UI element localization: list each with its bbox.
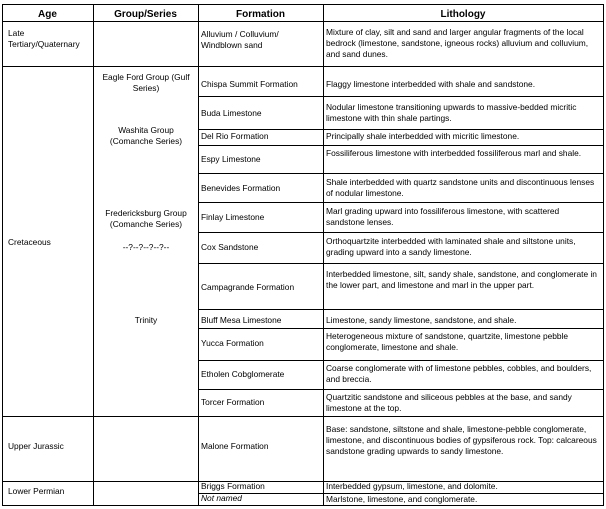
lithology-cell: Base: sandstone, siltstone and shale, limestone-pebble conglomerate, limestone, and discontinuous bodies of gypsiferous rock. Top: calcareous sandstone grading upwards to sandy limestone. (326, 424, 597, 456)
row-divider (198, 263, 604, 264)
formation-cell: Finlay Limestone (201, 212, 265, 222)
formation-cell: Yucca Formation (201, 338, 264, 348)
row-divider (198, 328, 604, 329)
formation-cell: Espy Limestone (201, 154, 261, 164)
group-fredericksburg: Fredericksburg Group (Comanche Series) (105, 208, 187, 229)
stratigraphy-table (2, 4, 604, 506)
lithology-cell: Mixture of clay, silt and sand and larger angular fragments of the local bedrock (limestone, sandstone, igneous rocks) alluvium and colluvium, and sand dunes. (326, 27, 589, 59)
formation-cell: Bluff Mesa Limestone (201, 315, 282, 325)
age-jurassic: Upper Jurassic (8, 441, 64, 451)
lithology-cell: Fossiliferous limestone with interbedded fossiliferous marl and shale. (326, 148, 582, 158)
column-divider (198, 4, 199, 506)
formation-cell: Campagrande Formation (201, 282, 295, 292)
lithology-cell: Marlstone, limestone, and conglomerate. (326, 494, 478, 504)
lithology-cell: Coarse conglomerate with of limestone pebbles, cobbles, and boulders, and breccia. (326, 363, 592, 384)
table-border-bottom (2, 505, 604, 506)
group-unknown: --?--?--?--?-- (122, 242, 170, 252)
header-group-series: Group/Series (114, 9, 177, 20)
row-divider (198, 145, 604, 146)
age-permian: Lower Permian (8, 486, 65, 496)
formation-cell: Del Rio Formation (201, 131, 269, 141)
lithology-cell: Interbedded limestone, silt, sandy shale, sandstone, and conglomerate in the lower part, and limestone and marl in the upper part. (326, 269, 597, 290)
row-divider (198, 96, 604, 97)
age-cretaceous: Cretaceous (8, 237, 51, 247)
lithology-cell: Heterogeneous mixture of sandstone, quartzite, limestone pebble conglomerate, limestone and shale. (326, 331, 569, 352)
header-divider (2, 21, 604, 22)
formation-cell: Cox Sandstone (201, 242, 259, 252)
formation-cell: Alluvium / Colluvium/ Windblown sand (201, 29, 279, 50)
formation-cell: Malone Formation (201, 441, 269, 451)
formation-cell: Not named (201, 493, 242, 503)
lithology-cell: Orthoquartzite interbedded with laminated shale and siltstone units, grading upward into a sandy limestone. (326, 236, 576, 257)
row-divider (198, 129, 604, 130)
row-divider (2, 416, 604, 417)
row-divider (198, 232, 604, 233)
formation-cell: Etholen Cobglomerate (201, 369, 285, 379)
formation-cell: Briggs Formation (201, 481, 265, 491)
formation-cell: Chispa Summit Formation (201, 79, 298, 89)
lithology-cell: Principally shale interbedded with micritic limestone. (326, 131, 520, 141)
row-divider (198, 360, 604, 361)
group-eagle-ford: Eagle Ford Group (Gulf Series) (102, 72, 190, 93)
group-washita: Washita Group (Comanche Series) (109, 125, 183, 146)
formation-cell: Benevides Formation (201, 183, 281, 193)
row-divider (198, 173, 604, 174)
row-divider (2, 66, 604, 67)
header-lithology: Lithology (440, 9, 486, 20)
row-divider (198, 389, 604, 390)
lithology-cell: Interbedded gypsum, limestone, and dolomite. (326, 481, 498, 491)
lithology-cell: Limestone, sandy limestone, sandstone, and shale. (326, 315, 517, 325)
lithology-cell: Marl grading upward into fossiliferous limestone, with scattered sandstone lenses. (326, 206, 560, 227)
row-divider (198, 309, 604, 310)
age-quaternary: Late Tertiary/Quaternary (8, 28, 80, 49)
column-divider (93, 4, 94, 506)
group-trinity: Trinity (134, 315, 158, 325)
table-border-left (2, 4, 3, 506)
formation-cell: Buda Limestone (201, 108, 262, 118)
row-divider (198, 202, 604, 203)
table-border-top (2, 4, 604, 5)
lithology-cell: Shale interbedded with quartz sandstone units and discontinuous lenses of nodular limestone. (326, 177, 595, 198)
lithology-cell: Quartzitic sandstone and siliceous pebbles at the base, and sandy limestone at the top. (326, 392, 572, 413)
header-formation: Formation (236, 9, 285, 20)
formation-cell: Torcer Formation (201, 397, 265, 407)
column-divider (323, 4, 324, 506)
header-age: Age (38, 9, 57, 20)
lithology-cell: Flaggy limestone interbedded with shale and sandstone. (326, 79, 536, 89)
table-border-right (603, 4, 604, 506)
lithology-cell: Nodular limestone transitioning upwards to massive-bedded micritic limestone with thin shale partings. (326, 102, 577, 123)
